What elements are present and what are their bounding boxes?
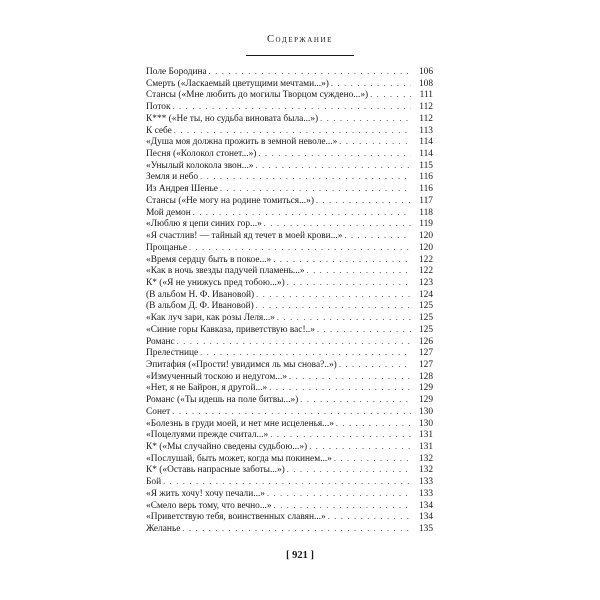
toc-entry bbox=[146, 66, 433, 78]
toc-entry-page: 125 bbox=[418, 313, 433, 324]
toc-entry-title: Мой демон bbox=[146, 207, 191, 218]
dot-leader bbox=[270, 429, 411, 441]
toc-entry bbox=[146, 265, 433, 277]
toc-entry bbox=[146, 336, 433, 348]
dot-leader bbox=[200, 347, 411, 359]
toc-entry bbox=[146, 242, 433, 254]
page-number: [ 921 ] bbox=[286, 550, 314, 561]
toc-entry-title: «Я жить хочу! хочу печали...» bbox=[146, 488, 265, 499]
toc-entry-title: «Послушай, быть может, когда мы покинем...» bbox=[146, 453, 332, 464]
toc-entry-page: 134 bbox=[418, 500, 433, 511]
dot-leader bbox=[336, 418, 411, 430]
dot-leader bbox=[189, 242, 411, 254]
toc-entry bbox=[146, 488, 433, 500]
toc-entry-page: 127 bbox=[418, 359, 433, 370]
dot-leader bbox=[209, 66, 411, 78]
dot-leader bbox=[274, 500, 411, 512]
toc-entry bbox=[146, 324, 433, 336]
dot-leader bbox=[255, 160, 411, 172]
toc-entry-page: 130 bbox=[418, 406, 433, 417]
toc-entry-title: «Люблю я цепи синих гор...» bbox=[146, 219, 262, 230]
toc-entry bbox=[146, 476, 433, 488]
toc-entry bbox=[146, 113, 433, 125]
toc-entry-page: 112 bbox=[419, 102, 433, 113]
toc-entry bbox=[146, 78, 433, 90]
toc-entry bbox=[146, 207, 433, 219]
dot-leader bbox=[287, 464, 411, 476]
dot-leader bbox=[277, 312, 411, 324]
toc-entry bbox=[146, 359, 433, 371]
toc-entry bbox=[146, 171, 433, 183]
dot-leader bbox=[316, 195, 411, 207]
dot-leader bbox=[287, 277, 411, 289]
toc-entry bbox=[146, 277, 433, 289]
toc-entry-title: «Синие горы Кавказа, приветствую вас!..» bbox=[146, 324, 315, 335]
toc-entry-title: К* («Оставь напрасные заботы...») bbox=[146, 465, 285, 476]
dot-leader bbox=[370, 89, 411, 101]
toc-entry-page: 132 bbox=[418, 453, 433, 464]
toc-entry-title: Романс bbox=[146, 336, 175, 347]
toc-entry-title: (В альбом Н. Ф. Ивановой) bbox=[146, 289, 255, 300]
dot-leader bbox=[334, 453, 411, 465]
toc-entry bbox=[146, 406, 433, 418]
toc-entry-title: Эпитафия («Прости! увидимся ль мы снова?..») bbox=[146, 359, 337, 370]
toc-entry-page: 131 bbox=[418, 442, 433, 452]
dot-leader bbox=[320, 113, 411, 125]
toc-entry-page: 118 bbox=[419, 207, 433, 218]
toc-entry bbox=[146, 441, 433, 453]
dot-leader bbox=[267, 488, 411, 500]
dot-leader bbox=[177, 336, 411, 348]
table-of-contents bbox=[146, 66, 433, 535]
toc-entry-page: 131 bbox=[418, 430, 433, 441]
dot-leader bbox=[200, 171, 411, 183]
toc-entry-title: Поле Бородина bbox=[146, 67, 207, 77]
toc-entry-page: 120 bbox=[418, 231, 433, 242]
toc-entry-title: «Болезнь в груди моей, и нет мне исцеленья...» bbox=[146, 418, 334, 429]
toc-entry-page: 129 bbox=[418, 383, 433, 394]
toc-entry-title: «Унылый колокола звон...» bbox=[146, 160, 254, 171]
toc-entry bbox=[146, 523, 433, 535]
toc-entry bbox=[146, 195, 433, 207]
dot-leader bbox=[289, 371, 411, 383]
toc-entry-page: 120 bbox=[418, 242, 433, 253]
toc-entry-page: 125 bbox=[418, 324, 433, 335]
toc-entry-page: 106 bbox=[418, 67, 433, 77]
toc-entry bbox=[146, 500, 433, 512]
dot-leader bbox=[173, 101, 411, 113]
dot-leader bbox=[172, 406, 411, 418]
toc-entry-title: «Я счастлив! — тайный яд течет в моей крови...» bbox=[146, 231, 343, 242]
toc-entry-title: Стансы («Не могу на родине томиться...») bbox=[146, 195, 314, 206]
dot-leader bbox=[309, 441, 411, 453]
toc-entry-title: К*** («Не ты, но судьба виновата была...») bbox=[146, 113, 319, 124]
toc-entry-title: (В альбом Д. Ф. Ивановой) bbox=[146, 301, 254, 312]
toc-entry-title: Песня («Колокол стонет...») bbox=[146, 149, 257, 160]
toc-entry-page: 126 bbox=[418, 336, 433, 347]
toc-entry-title: Желанье bbox=[146, 524, 181, 535]
toc-entry-page: 125 bbox=[418, 301, 433, 312]
toc-entry-page: 111 bbox=[419, 90, 433, 101]
dot-leader bbox=[344, 230, 411, 242]
toc-entry-title: Стансы («Мне любить до могилы Творцом суждено...») bbox=[146, 90, 369, 101]
toc-entry-title: Сонет bbox=[146, 406, 171, 417]
toc-entry-page: 114 bbox=[419, 149, 433, 160]
toc-entry bbox=[146, 429, 433, 441]
toc-entry-page: 116 bbox=[419, 172, 433, 183]
toc-entry-page: 116 bbox=[419, 184, 433, 195]
dot-leader bbox=[339, 359, 411, 371]
toc-entry-title: «Нет, я не Байрон, я другой...» bbox=[146, 383, 268, 394]
dot-leader bbox=[258, 148, 411, 160]
toc-entry-page: 122 bbox=[418, 266, 433, 277]
dot-leader bbox=[163, 476, 411, 488]
dot-leader bbox=[273, 254, 411, 266]
toc-entry bbox=[146, 347, 433, 359]
toc-entry-title: «Приветствую тебя, воинственных славян...» bbox=[146, 512, 326, 523]
dot-leader bbox=[256, 289, 411, 301]
dot-leader bbox=[328, 511, 411, 523]
toc-entry-page: 127 bbox=[418, 348, 433, 359]
toc-entry-title: «Душа моя должна прожить в земной неволе...» bbox=[146, 137, 338, 148]
dot-leader bbox=[300, 394, 411, 406]
toc-entry bbox=[146, 230, 433, 242]
toc-entry-page: 133 bbox=[418, 488, 433, 499]
toc-entry bbox=[146, 511, 433, 523]
toc-entry-title: К* («Мы случайно сведены судьбою...») bbox=[146, 442, 308, 452]
toc-entry bbox=[146, 101, 433, 113]
toc-entry bbox=[146, 289, 433, 301]
toc-entry bbox=[146, 312, 433, 324]
dot-leader bbox=[339, 136, 411, 148]
toc-entry bbox=[146, 89, 433, 101]
dot-leader bbox=[256, 300, 411, 312]
toc-entry-page: 124 bbox=[418, 289, 433, 300]
toc-entry-page: 132 bbox=[418, 465, 433, 476]
toc-entry-title: «Как луч зари, как розы Леля...» bbox=[146, 313, 275, 324]
toc-entry-title: Земля и небо bbox=[146, 172, 199, 183]
page-title: Содержание bbox=[266, 34, 334, 45]
toc-entry bbox=[146, 254, 433, 266]
toc-entry bbox=[146, 148, 433, 160]
toc-entry-page: 115 bbox=[419, 160, 433, 171]
toc-entry-page: 134 bbox=[418, 512, 433, 523]
dot-leader bbox=[317, 324, 411, 336]
toc-entry-title: «Как в ночь звезды падучей пламень...» bbox=[146, 266, 305, 277]
toc-entry-title: Смерть («Ласкаемый цветущими мечтами...») bbox=[146, 78, 329, 89]
toc-entry-page: 108 bbox=[418, 78, 433, 89]
toc-entry-title: «Время сердцу быть в покое...» bbox=[146, 254, 272, 265]
dot-leader bbox=[182, 523, 411, 535]
title-underline bbox=[246, 55, 354, 56]
dot-leader bbox=[269, 382, 411, 394]
toc-entry-title: Прощанье bbox=[146, 242, 187, 253]
dot-leader bbox=[220, 183, 411, 195]
toc-entry-page: 117 bbox=[419, 195, 433, 206]
toc-entry-page: 128 bbox=[418, 371, 433, 382]
toc-entry-title: Поток bbox=[146, 102, 171, 113]
toc-entry bbox=[146, 183, 433, 195]
toc-entry-page: 114 bbox=[419, 137, 433, 148]
dot-leader bbox=[264, 218, 411, 230]
toc-entry-page: 129 bbox=[418, 395, 433, 406]
toc-entry-title: «Поцелуями прежде считал...» bbox=[146, 430, 269, 441]
toc-entry bbox=[146, 136, 433, 148]
dot-leader bbox=[307, 265, 411, 277]
toc-entry-title: К* («Я не унижусь пред тобою...») bbox=[146, 277, 285, 288]
toc-entry bbox=[146, 394, 433, 406]
toc-entry-title: Бой bbox=[146, 477, 162, 488]
toc-entry-title: Романс («Ты идешь на поле битвы...») bbox=[146, 395, 299, 406]
toc-entry-page: 112 bbox=[419, 113, 433, 124]
toc-entry bbox=[146, 218, 433, 230]
toc-entry-page: 119 bbox=[419, 219, 433, 230]
toc-entry-page: 130 bbox=[418, 418, 433, 429]
toc-entry bbox=[146, 464, 433, 476]
toc-entry bbox=[146, 125, 433, 137]
toc-entry bbox=[146, 418, 433, 430]
toc-entry bbox=[146, 382, 433, 394]
toc-entry-title: К себе bbox=[146, 125, 172, 136]
toc-entry-page: 113 bbox=[419, 125, 433, 136]
toc-entry-page: 133 bbox=[418, 477, 433, 488]
dot-leader bbox=[193, 207, 411, 219]
toc-entry bbox=[146, 371, 433, 383]
toc-entry-title: Из Андрея Шенье bbox=[146, 184, 218, 195]
dot-leader bbox=[174, 125, 411, 137]
dot-leader bbox=[331, 78, 411, 90]
toc-entry-title: «Смело верь тому, что вечно...» bbox=[146, 500, 272, 511]
toc-entry-title: «Измученный тоскою и недугом...» bbox=[146, 371, 288, 382]
toc-entry-page: 135 bbox=[418, 524, 433, 535]
toc-entry bbox=[146, 160, 433, 172]
toc-entry-page: 122 bbox=[418, 254, 433, 265]
toc-entry bbox=[146, 453, 433, 465]
toc-entry bbox=[146, 300, 433, 312]
toc-entry-page: 123 bbox=[418, 277, 433, 288]
toc-entry-title: Прелестнице bbox=[146, 348, 199, 359]
